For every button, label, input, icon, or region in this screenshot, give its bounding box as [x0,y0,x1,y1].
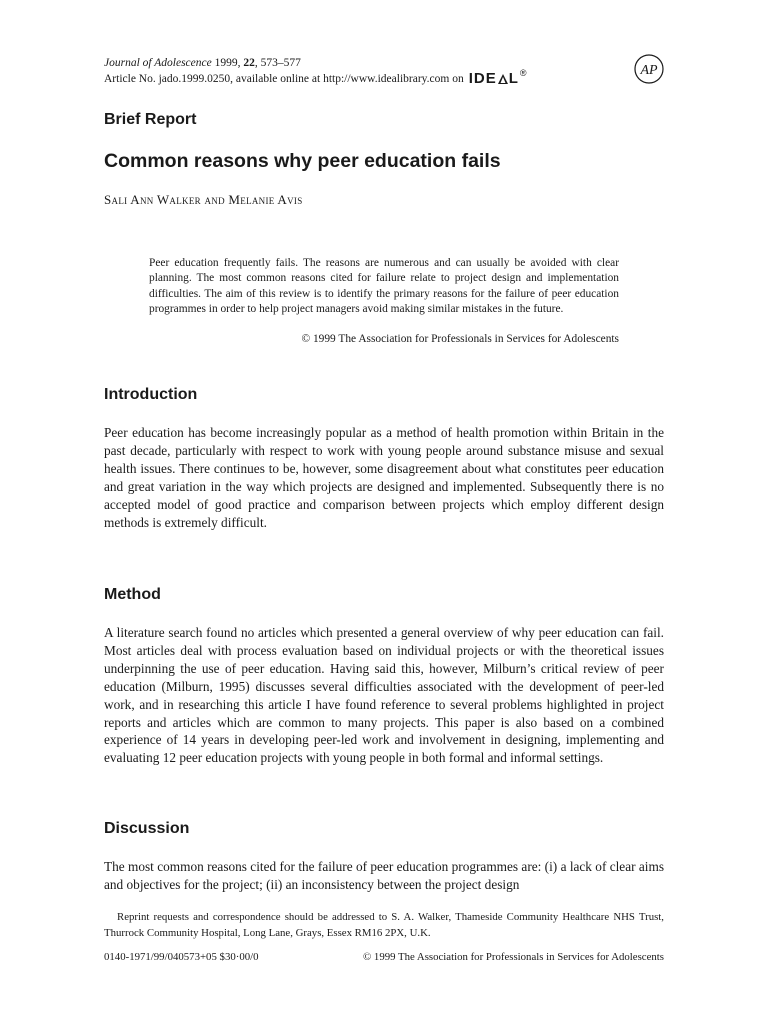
footer-copyright: © 1999 The Association for Professionals in Services for Adolescents [363,951,664,963]
correspondence-footnote: Reprint requests and correspondence should be addressed to S. A. Walker, Thameside Community Healthcare NHS Trust, Thurrock Community Hospital, Long Lane, Grays, Essex RM16 2PX, U.K. [104,911,664,939]
method-heading: Method [104,586,161,603]
ideal-logo: IDE L ® [468,68,528,87]
journal-pages: , 573–577 [254,57,301,69]
introduction-paragraph: Peer education has become increasingly popular as a method of health promotion within Britain in the past decade, particularly with respect to work with young people around substance misuse and sexual health issues. There continues to be, however, some disagreement about what constitutes peer education and great variation in the way which projects are designed and implemented. Subsequently there is no accepted model of good practice and comparison between projects which employ different design methods is extremely difficult. [104,425,664,530]
journal-year: 1999, [214,57,241,69]
method-paragraph: A literature search found no articles which presented a general overview of why peer education can fail. Most articles deal with process evaluation based on individual projects or with the theoretical issues underpinning the use of peer education. Having said this, however, Milburn’s critical review of peer education (Milburn, 1995) discusses several difficulties associated with the development of peer-led work, and in researching this article I have found reference to several problems highlighted in project reports and articles which are common to many projects. This paper is also based on a combined experience of 14 years in developing peer-led work and involvement in designing, implementing and evaluating 12 peer education projects with young people in both formal and informal settings. [104,625,664,766]
ap-logo-text: AP [640,63,658,78]
article-title: Common reasons why peer education fails [104,150,501,172]
journal-citation [104,56,301,70]
introduction-heading: Introduction [104,386,198,403]
ideal-a-icon [497,73,509,85]
article-availability [104,68,528,87]
discussion-paragraph: The most common reasons cited for the failure of peer education programmes are: (i) a lack of clear aims and objectives for the project; (ii) an inconsistency between the project design [104,859,664,892]
journal-volume: 22 [243,57,255,69]
article-authors: Sali Ann Walker and Melanie Avis [104,192,303,207]
section-type-label: Brief Report [104,111,197,128]
article-code: 0140-1971/99/040573+05 $30·00/0 [104,951,259,963]
discussion-heading: Discussion [104,820,190,837]
journal-name: Journal of Adolescence [104,57,212,69]
ap-logo-icon [634,54,664,84]
publisher-logo [634,54,664,84]
abstract-text: Peer education frequently fails. The reasons are numerous and can usually be avoided with clear planning. The most common reasons cited for failure relate to project design and implementation difficulties. The aim of this review is to identify the primary reasons for the failure of peer education programmes in order to help project managers avoid making similar mistakes in the future. [149,257,619,315]
abstract-copyright: © 1999 The Association for Professionals in Services for Adolescents [301,333,619,345]
article-number-line: Article No. jado.1999.0250, available online at http://www.idealibrary.com on [104,73,464,85]
